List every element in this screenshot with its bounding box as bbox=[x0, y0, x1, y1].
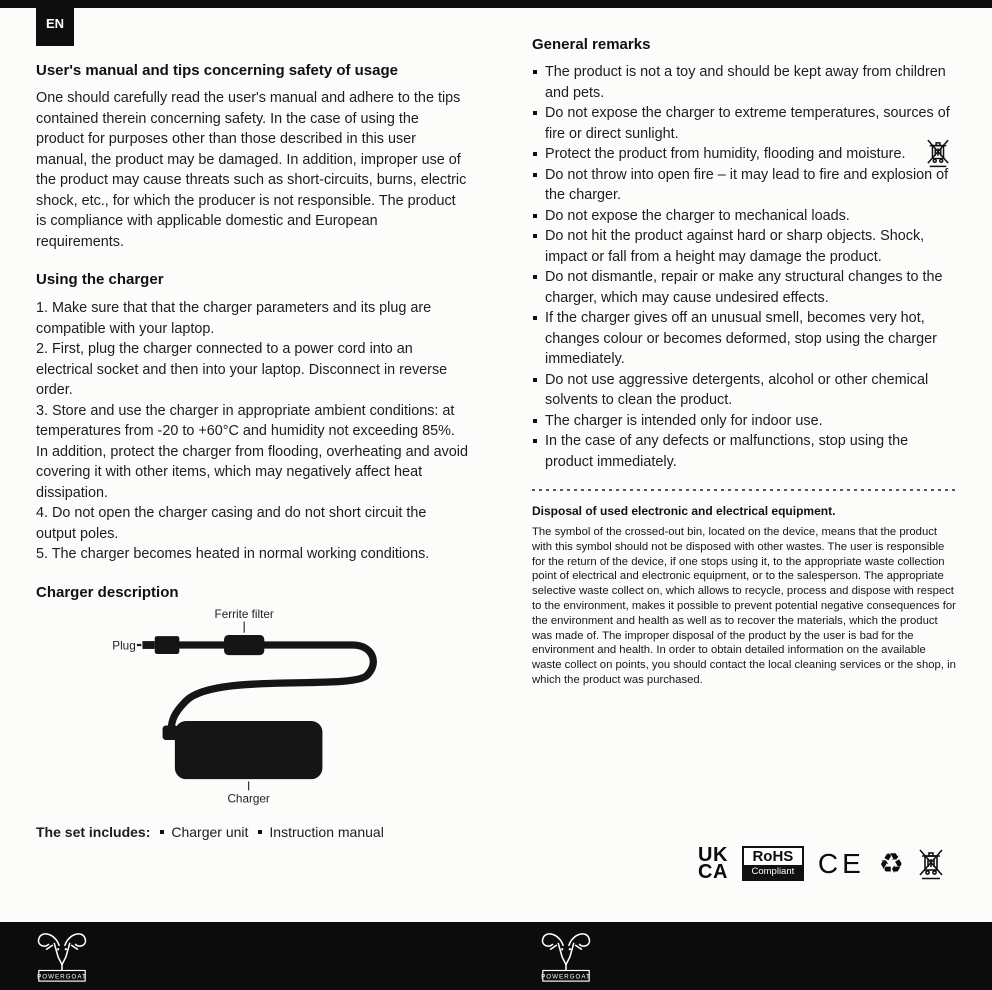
remark-item: Do not expose the charger to extreme temperatures, sources of fire or direct sunlight. bbox=[532, 103, 956, 144]
remark-item: Do not hit the product against hard or sharp objects. Shock, impact or fall from a height may damage the product. bbox=[532, 226, 956, 267]
remark-item: The product is not a toy and should be kept away from children and pets. bbox=[532, 62, 956, 103]
using-charger-heading: Using the charger bbox=[36, 271, 164, 288]
set-includes-label: The set includes: bbox=[36, 823, 151, 840]
compliance-marks bbox=[698, 843, 944, 883]
remark-item: Protect the product from humidity, flooding and moisture. bbox=[532, 144, 956, 165]
left-column bbox=[36, 62, 468, 840]
ukca-top: UK bbox=[698, 843, 728, 866]
top-border bbox=[0, 0, 992, 8]
footer-bar bbox=[0, 922, 992, 990]
step-item: 4. Do not open the charger casing and do not short circuit the output poles. bbox=[36, 505, 427, 542]
remark-item: Do not use aggressive detergents, alcohol or other chemical solvents to clean the product. bbox=[532, 370, 956, 411]
ukca-bottom: CA bbox=[698, 860, 728, 883]
remark-item: In the case of any defects or malfunctions, stop using the product immediately. bbox=[532, 431, 956, 472]
ferrite-filter-label: Ferrite filter bbox=[214, 607, 274, 621]
step-item: 1. Make sure that that the charger parameters and its plug are compatible with your laptop. bbox=[36, 300, 432, 337]
rohs-label: RoHS bbox=[752, 848, 794, 865]
set-includes-item: Charger unit bbox=[160, 824, 248, 840]
general-remarks-heading: General remarks bbox=[532, 36, 651, 53]
charger-label: Charger bbox=[227, 792, 270, 806]
set-includes-line bbox=[36, 824, 468, 840]
safety-paragraph: One should carefully read the user's manual and adhere to the tips contained therein concerning safety. In the case of using the product for purposes other than those described in this user manual, the product may be damaged. In addition, improper use of the product may cause threats such as short-circuits, burns, electric shock, etc., for which the producer is not responsible. The product is compliance with applicable domestic and European requirements. bbox=[36, 90, 467, 250]
powergoat-logo bbox=[33, 928, 91, 984]
powergoat-logo bbox=[537, 928, 595, 984]
brand-wordmark: POWERGOAT bbox=[37, 973, 87, 981]
weee-bin-icon bbox=[918, 848, 944, 880]
general-remarks-list bbox=[532, 62, 956, 472]
brand-wordmark: POWERGOAT bbox=[541, 973, 591, 981]
remark-item: Do not throw into open fire – it may lead to fire and explosion of the charger. bbox=[532, 165, 956, 206]
charger-description-heading: Charger description bbox=[36, 583, 179, 601]
remark-item: The charger is intended only for indoor use. bbox=[532, 411, 956, 432]
charger-brick-drawing bbox=[175, 721, 323, 779]
dashed-divider bbox=[532, 489, 956, 491]
ferrite-filter-drawing bbox=[224, 634, 264, 654]
using-charger-steps bbox=[36, 298, 468, 565]
step-item: 2. First, plug the charger connected to a power cord into an electrical socket and then into your laptop. Disconnect in reverse order. bbox=[36, 341, 448, 398]
plug-tip-drawing bbox=[142, 641, 154, 649]
step-item: 5. The charger becomes heated in normal working conditions. bbox=[36, 546, 430, 562]
disposal-paragraph: The symbol of the crossed-out bin, located on the device, means that the product with this symbol should not be disposed with other wastes. The user is responsible for the return of the device, if one stops using it, to the appropriate waste collection point of electrical and electronic equipment, or to the salesperson. The appropriate selective waste collect on, which allows to recycle, process and dispose with respect to the environment, makes it possible to prevent potential negative consequences for the environment and health as well as to recover the materials, which the product was made of. The improper disposal of the product by the user is bad for the environment and health. In order to obtain detailed information on the available waste collect on points, you should contact the local cleaning services or the shop, in which the product was purchased. bbox=[532, 526, 956, 686]
safety-heading: User's manual and tips concerning safety of usage bbox=[36, 62, 398, 79]
remark-item: Do not dismantle, repair or make any structural changes to the charger, which may cause undesired effects. bbox=[532, 267, 956, 308]
remark-item: If the charger gives off an unusual smell, becomes very hot, changes colour or becomes deformed, stop using the charger immediately. bbox=[532, 308, 956, 370]
weee-bin-icon bbox=[926, 138, 950, 168]
remark-item: Do not expose the charger to mechanical loads. bbox=[532, 206, 956, 227]
ukca-mark bbox=[698, 843, 728, 883]
disposal-heading: Disposal of used electronic and electrical equipment. bbox=[532, 504, 836, 518]
language-badge: EN bbox=[36, 0, 74, 46]
right-column bbox=[532, 36, 956, 688]
plug-drawing bbox=[155, 636, 180, 654]
cable-drawing bbox=[170, 645, 373, 725]
rohs-compliant-label: Compliant bbox=[744, 865, 802, 879]
set-includes-item: Instruction manual bbox=[258, 824, 383, 840]
charger-diagram bbox=[112, 607, 392, 806]
recycle-icon: ♻ bbox=[878, 846, 904, 880]
step-item: 3. Store and use the charger in appropriate ambient conditions: at temperatures from -20 to +60°C and humidity not exceeding 85%. In addition, protect the charger from flooding, overheating and avoid covering it with other items, which may negatively affect heat dissipation. bbox=[36, 402, 468, 501]
plug-label: Plug bbox=[112, 638, 136, 652]
ce-mark: CE bbox=[817, 847, 865, 879]
rohs-mark bbox=[742, 846, 804, 881]
